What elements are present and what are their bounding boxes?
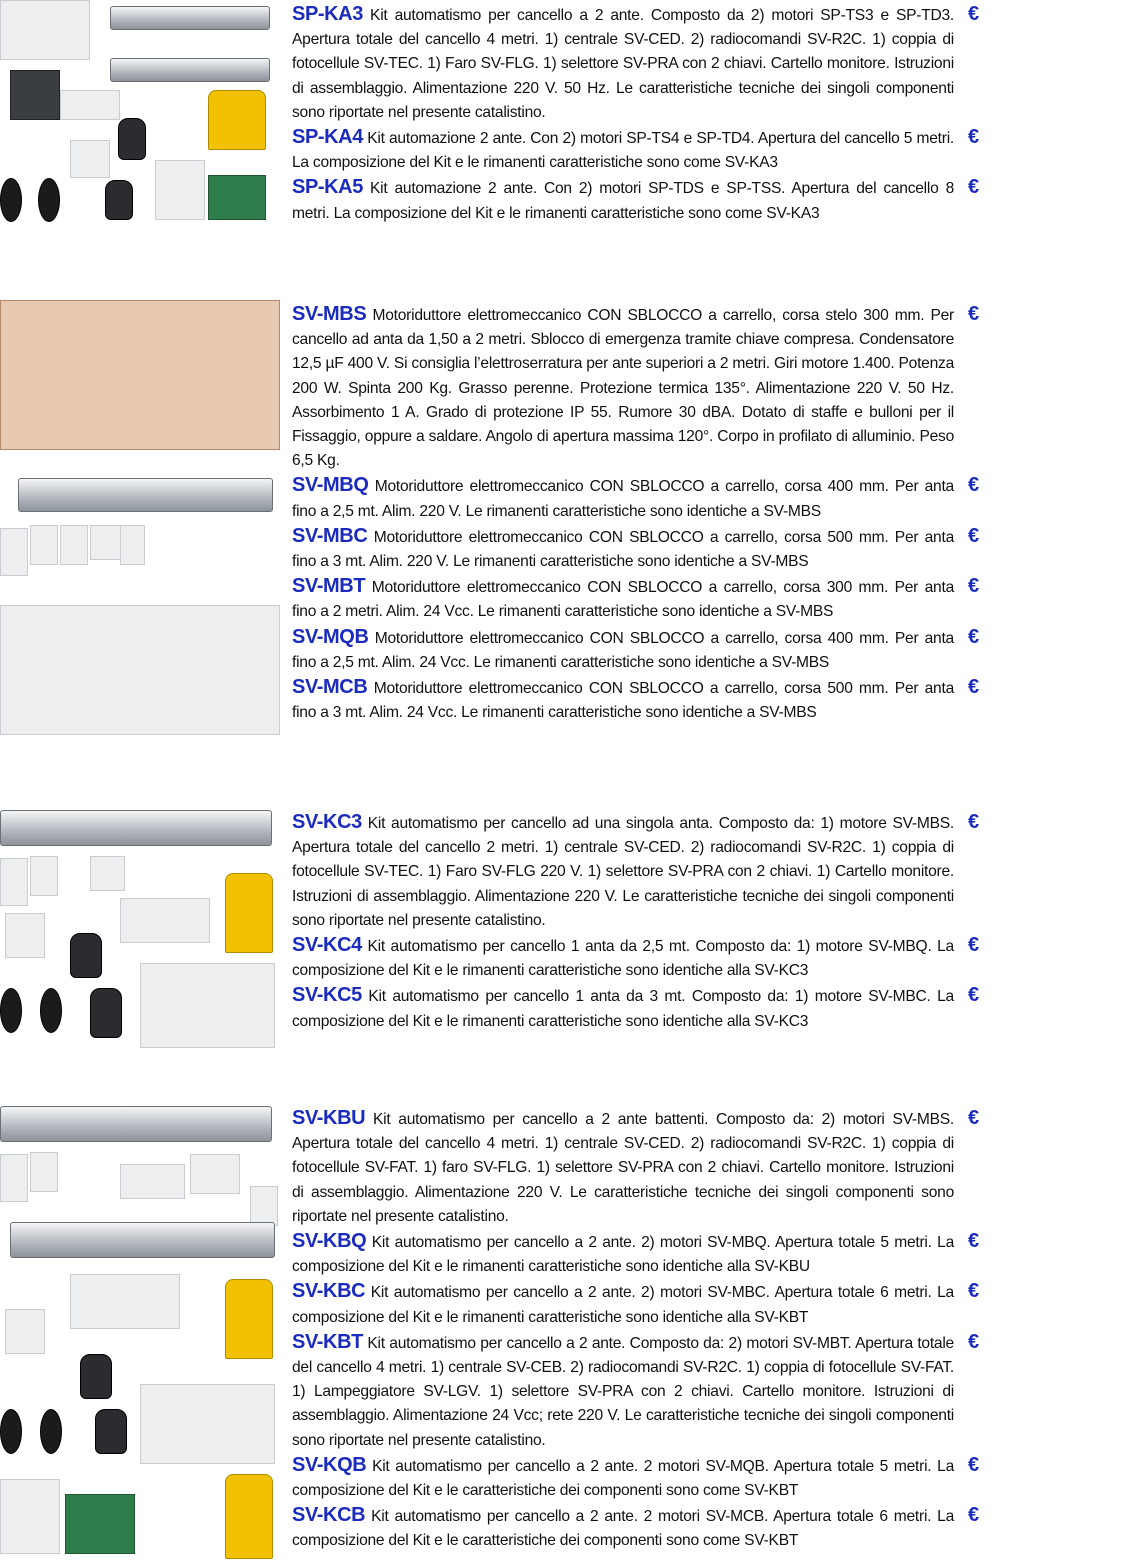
key-selector-image [5, 913, 45, 958]
price-euro-symbol: € [968, 1504, 979, 1527]
product-code: SV-MBT [292, 575, 366, 598]
product-description: Motoriduttore elettromeccanico CON SBLOCCO a carrello, corsa 400 mm. Per anta fino a 2,5 mt. Alim. 24 Vcc. Le rimanenti caratteristiche sono identiche a SV-MBS [292, 629, 954, 671]
product-entry [292, 1229, 979, 1279]
photocell-image [250, 1186, 278, 1226]
product-description: Motoriduttore elettromeccanico CON SBLOCCO a carrello, corsa stelo 300 mm. Per cancello ad anta da 1,50 a 2 metri. Sblocco di emergenza tramite chiave compresa. Condensatore 12,5 µF 400 V. Si consiglia l’elettroserratura per ante superiori a 2 metri. Giri motore 1.400. Potenza 200 W. Spinta 200 Kg. Grasso perenne. Protezione termica 135°. Alimentazione 220 V. 50 Hz. Assorbimento 1 A. Grado di protezione IP 55. Rumore 30 dBA. Dotato di staffe e bulloni per il Fissaggio, oppure a saldare. Angolo di apertura massima 120°. Corpo in profilato di alluminio. Peso 6,5 Kg. [292, 307, 954, 470]
product-entry [292, 175, 979, 225]
capacitor-image [90, 856, 125, 891]
remote-control-image [118, 118, 146, 160]
linear-motor-image [0, 810, 272, 846]
product-description: Kit automatismo per cancello 1 anta da 2,5 mt. Composto da: 1) motore SV-MBQ. La composizione del Kit e le rimanenti caratteristiche sono identiche alla SV-KC3 [292, 938, 954, 980]
product-entry [292, 983, 979, 1033]
bracket-image [190, 1154, 240, 1194]
catalog-section-4 [0, 1104, 1125, 1564]
linear-motor-image [10, 1222, 275, 1258]
remote-control-image [95, 1409, 127, 1454]
capacitor-image [120, 525, 145, 565]
control-box-image [140, 963, 275, 1048]
product-code: SV-KBQ [292, 1230, 367, 1253]
product-code: SV-MBC [292, 524, 368, 547]
circuit-board-image [65, 1494, 135, 1554]
capacitor-image [120, 1164, 185, 1199]
price-euro-symbol: € [968, 1453, 979, 1476]
catalog-section-3 [0, 808, 1125, 1048]
control-box-image [0, 1479, 60, 1554]
product-entry [292, 1503, 979, 1553]
brand-label-image [0, 0, 90, 60]
product-entry [292, 1279, 979, 1329]
price-euro-symbol: € [968, 1280, 979, 1303]
product-description: Kit automazione 2 ante. Con 2) motori SP-TS4 e SP-TD4. Apertura del cancello 5 metri. La composizione del Kit e le rimanenti caratteristiche sono come SV-KA3 [292, 130, 954, 172]
linear-motor-image [110, 6, 270, 30]
product-entry [292, 625, 979, 675]
photocell-image [0, 1409, 22, 1454]
price-euro-symbol: € [968, 934, 979, 957]
remote-control-image [70, 933, 102, 978]
price-euro-symbol: € [968, 126, 979, 149]
brackets-image [60, 90, 120, 120]
photocell-image [0, 1154, 28, 1202]
price-euro-symbol: € [968, 474, 979, 497]
key-selector-image [5, 1309, 45, 1354]
price-euro-symbol: € [968, 811, 979, 833]
product-code: SV-KC3 [292, 811, 362, 833]
catalog-section-2 [0, 300, 1125, 740]
flashing-light-image [225, 873, 273, 953]
product-code: SV-KC5 [292, 984, 362, 1007]
price-euro-symbol: € [968, 3, 979, 25]
price-euro-symbol: € [968, 524, 979, 547]
product-description: Motoriduttore elettromeccanico CON SBLOCCO a carrello, corsa 500 mm. Per anta fino a 3 mt. Alim. 220 V. Le rimanenti caratteristiche sono identiche a SV-MBS [292, 528, 954, 571]
product-description: Kit automatismo per cancello a 2 ante. Composto da: 2) motori SV-MBT. Apertura totale del cancello 4 metri. 1) centrale SV-CEB. 2) radiocomandi SV-R2C. 1) coppia di fotocellule SV-FAT. 1) Lampeggiatore SV-LGV. 1) selettore SV-PRA con 2 chiavi. Cartello monitore. Istruzioni di assemblaggio. Alimentazione 24 Vcc; rete 220 V. Le caratteristiche tecniche dei singoli componenti sono riportate nel presente catalistino. [292, 1334, 954, 1449]
remote-control-image [90, 988, 122, 1038]
photocell-image [0, 178, 22, 222]
product-entry [292, 933, 979, 983]
product-code: SP-KA3 [292, 3, 363, 25]
product-description: Kit automatismo per cancello ad una singola anta. Composto da: 1) motore SV-MBS. Apertura totale del cancello 2 metri. 1) centrale SV-CED. 2) radiocomandi SV-R2C. 1) coppia di fotocellule SV-TEC. 1) Faro SV-FLG 220 V. 1) selettore SV-PRA con 2 chiavi. 1) Cartello monitore. Istruzioni di assemblaggio. Alimentazione 220 V. Le caratteristiche tecniche dei singoli componenti sono riportate nel presente catalistino. [292, 815, 954, 929]
price-euro-symbol: € [968, 984, 979, 1007]
product-code: SV-KC4 [292, 934, 362, 957]
price-euro-symbol: € [968, 1330, 979, 1353]
flashing-light-image [208, 90, 266, 150]
price-euro-symbol: € [968, 1107, 979, 1129]
price-euro-symbol: € [968, 303, 979, 325]
product-entry [292, 524, 979, 574]
flashing-light-image [225, 1474, 273, 1559]
product-entry [292, 125, 979, 175]
product-code: SV-KQB [292, 1453, 367, 1476]
product-code: SV-MBQ [292, 474, 369, 497]
bracket-image [30, 856, 58, 896]
product-description: Kit automatismo per cancello a 2 ante battenti. Composto da: 2) motori SV-MBS. Apertura totale del cancello 4 metri. 1) centrale SV-CED. 2) radiocomandi SV-R2C. 1) coppia di fotocellule SV-FAT. 1) faro SV-FLG. 1) selettore SV-PRA con 2 chiavi. Cartello monitore. Istruzioni di assemblaggio. Alimentazione 220 V. Le caratteristiche tecniche dei singoli componenti sono riportate nel presente catalistino. [292, 1111, 954, 1225]
photocell-image [40, 988, 62, 1033]
photocell-image [0, 528, 28, 576]
bracket-image [30, 525, 58, 565]
product-entry [292, 675, 979, 725]
product-entry [292, 1106, 979, 1229]
product-description: Kit automatismo per cancello a 2 ante. 2 motori SV-MQB. Apertura totale 5 metri. La composizione del Kit e le caratteristiche dei componenti sono come SV-KBT [292, 1457, 954, 1500]
product-code: SV-KBU [292, 1107, 366, 1129]
product-code: SV-KCB [292, 1504, 366, 1527]
price-euro-symbol: € [968, 625, 979, 648]
product-entry [292, 2, 979, 125]
linear-motor-image [0, 1106, 272, 1142]
photocell-image [0, 858, 28, 906]
product-code: SV-KBC [292, 1280, 366, 1303]
product-code: SP-KA4 [292, 126, 363, 149]
catalog-section-1 [0, 0, 1125, 230]
product-description: Kit automatismo per cancello a 2 ante. Composto da 2) motori SP-TS3 e SP-TD3. Apertura totale del cancello 4 metri. 1) centrale SV-CED. 2) radiocomandi SV-R2C. 1) coppia di fotocellule SV-TEC. 1) Faro SV-FLG. 1) selettore SV-PRA con 2 chiavi. Cartello monitore. Istruzioni di assemblaggio. Alimentazione 220 V. 50 Hz. Le caratteristiche tecniche dei singoli componenti sono riportate nel presente catalistino. [292, 7, 954, 121]
brand-label-image [120, 898, 210, 943]
product-entry [292, 302, 979, 473]
product-code: SV-KBT [292, 1330, 363, 1353]
product-entry [292, 810, 979, 933]
photocell-image [38, 178, 60, 222]
product-description: Kit automazione 2 ante. Con 2) motori SP-TDS e SP-TSS. Apertura del cancello 8 metri. La composizione del Kit e le rimanenti caratteristiche sono come SV-KA3 [292, 180, 954, 222]
linear-motor-image [18, 478, 273, 512]
price-euro-symbol: € [968, 676, 979, 699]
product-description: Kit automatismo per cancello 1 anta da 3 mt. Composto da: 1) motore SV-MBC. La composizione del Kit e le rimanenti caratteristiche sono identiche alla SV-KC3 [292, 988, 954, 1030]
remote-control-image [80, 1354, 112, 1399]
product-code: SV-MBS [292, 303, 367, 325]
product-entry [292, 574, 979, 624]
product-description: Motoriduttore elettromeccanico CON SBLOCCO a carrello, corsa 300 mm. Per anta fino a 2 metri. Alim. 24 Vcc. Le rimanenti caratteristiche sono identiche a SV-MBS [292, 579, 954, 621]
bracket-image [30, 1152, 58, 1192]
price-euro-symbol: € [968, 575, 979, 598]
product-description: Kit automatismo per cancello a 2 ante. 2) motori SV-MBQ. Apertura totale 5 metri. La composizione del Kit e le rimanenti caratteristiche sono identiche alla SV-KBU [292, 1234, 954, 1276]
brand-label-image [70, 1274, 180, 1329]
product-description: Kit automatismo per cancello a 2 ante. 2 motori SV-MCB. Apertura totale 6 metri. La composizione del Kit e le caratteristiche dei componenti sono come SV-KBT [292, 1508, 954, 1550]
product-description: Motoriduttore elettromeccanico CON SBLOCCO a carrello, corsa 500 mm. Per anta fino a 3 mt. Alim. 24 Vcc. Le rimanenti caratteristiche sono identiche a SV-MBS [292, 680, 954, 722]
photocell-image [40, 1409, 62, 1454]
motor-unit-image [10, 70, 60, 120]
key-selector-image [70, 140, 110, 178]
product-code: SP-KA5 [292, 176, 363, 199]
control-box-image [140, 1384, 275, 1464]
product-code: SV-MCB [292, 676, 368, 699]
dimension-drawing-image [0, 605, 280, 735]
product-entry [292, 473, 979, 523]
remote-control-image [105, 180, 133, 220]
product-entry [292, 1330, 979, 1453]
flashing-light-image [225, 1279, 273, 1359]
product-entry [292, 1453, 979, 1503]
price-euro-symbol: € [968, 1230, 979, 1253]
bracket-image [60, 525, 88, 565]
gate-diagram-image [0, 300, 280, 450]
circuit-board-image [208, 175, 266, 220]
price-euro-symbol: € [968, 176, 979, 199]
control-box-image [155, 160, 205, 220]
product-code: SV-MQB [292, 625, 369, 648]
photocell-image [0, 988, 22, 1033]
product-description: Motoriduttore elettromeccanico CON SBLOCCO a carrello, corsa 400 mm. Per anta fino a 2,5 mt. Alim. 220 V. Le rimanenti caratteristiche sono identiche a SV-MBS [292, 478, 954, 520]
linear-motor-image [110, 58, 270, 82]
product-description: Kit automatismo per cancello a 2 ante. 2) motori SV-MBC. Apertura totale 6 metri. La composizione del Kit e le rimanenti caratteristiche sono identiche alla SV-KBT [292, 1284, 954, 1326]
